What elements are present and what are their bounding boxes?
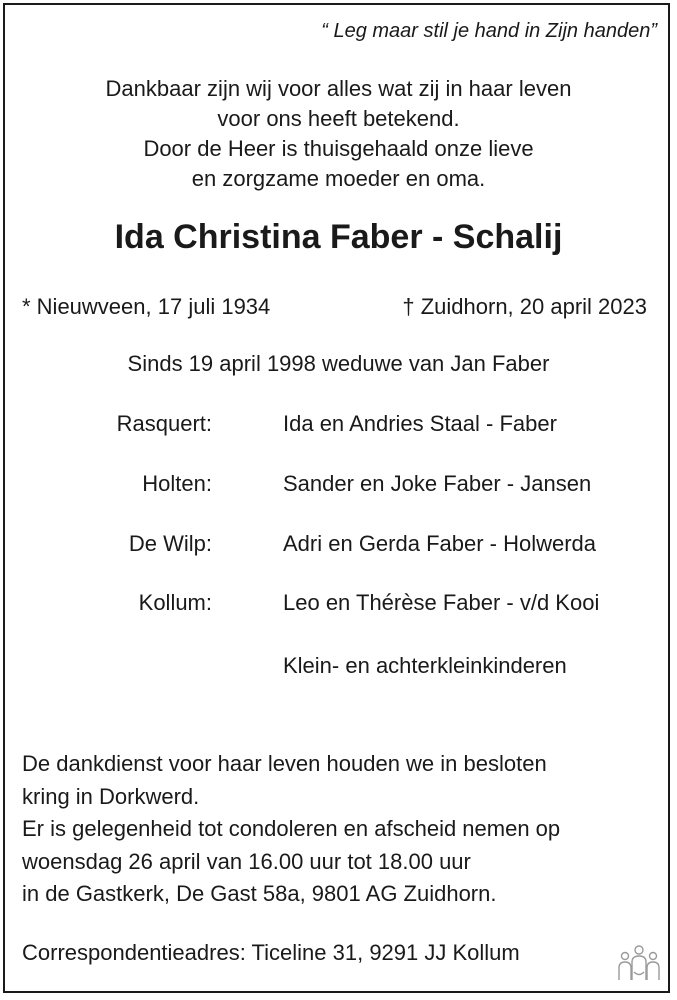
deceased-name: Ida Christina Faber - Schalij [114,218,563,256]
service-line: Er is gelegenheid tot condoleren en afscheid nemen op [22,816,561,841]
intro-line: en zorgzame moeder en oma. [191,166,486,191]
family-place: Holten: [142,471,212,496]
family-place: Kollum: [138,590,212,615]
service-line: De dankdienst voor haar leven houden we in besloten [22,751,547,776]
birth-info: * Nieuwveen, 17 juli 1934 [22,294,271,319]
family-names: Sander en Joke Faber - Jansen [283,471,592,496]
intro-line: Dankbaar zijn wij voor alles wat zij in haar leven [105,76,572,101]
service-line: in de Gastkerk, De Gast 58a, 9801 AG Zuidhorn. [22,881,497,906]
intro-line: Door de Heer is thuisgehaald onze lieve [143,136,534,161]
service-info [22,748,560,911]
family-place: Rasquert: [116,411,212,436]
motto: “ Leg maar stil je hand in Zijn handen” [321,20,657,42]
widow-line: Sinds 19 april 1998 weduwe van Jan Faber [127,351,550,376]
death-info: † Zuidhorn, 20 april 2023 [402,294,647,319]
service-line: woensdag 26 april van 16.00 uur tot 18.00 uur [22,848,471,874]
family-names: Ida en Andries Staal - Faber [283,411,557,436]
family-names: Leo en Thérèse Faber - v/d Kooi [283,590,600,615]
correspondence-address: Correspondentieadres: Ticeline 31, 9291 JJ Kollum [22,940,520,965]
intro-line: voor ons heeft betekend. [217,106,460,131]
people-group-icon [617,944,661,982]
family-place: De Wilp: [128,531,212,556]
intro-text [0,74,677,194]
family-names: Adri en Gerda Faber - Holwerda [283,531,597,556]
service-line: kring in Dorkwerd. [22,783,200,809]
grandchildren: Klein- en achterkleinkinderen [283,653,567,678]
